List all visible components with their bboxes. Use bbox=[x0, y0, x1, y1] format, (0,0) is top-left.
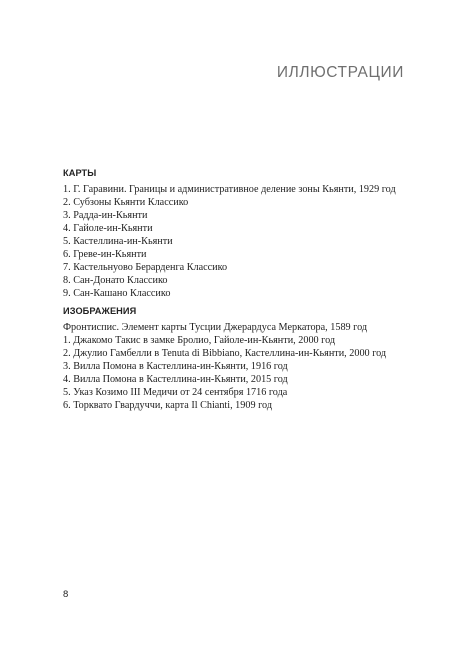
list-item: 8. Сан-Донато Классико bbox=[63, 275, 168, 287]
list-item: 7. Кастельнуово Берарденга Классико bbox=[63, 262, 228, 274]
list-item: 6. Торквато Гвардуччи, карта Il Chianti, 1909 год bbox=[63, 400, 273, 412]
list-item: 9. Сан-Кашано Классико bbox=[63, 288, 171, 300]
list-item: 3. Вилла Помона в Кастеллина-ин-Кьянти, 1916 год bbox=[63, 361, 288, 373]
list-item: 6. Греве-ин-Кьянти bbox=[63, 249, 147, 261]
list-item: 4. Вилла Помона в Кастеллина-ин-Кьянти, 2015 год bbox=[63, 374, 288, 386]
list-item: 3. Радда-ин-Кьянти bbox=[63, 210, 148, 222]
list-item: 1. Г. Гаравини. Границы и административное деление зоны Кьянти, 1929 год bbox=[63, 184, 396, 195]
maps-list bbox=[63, 183, 413, 300]
list-item: 1. Джакомо Такис в замке Бролио, Гайоле-ин-Кьянти, 2000 год bbox=[63, 335, 336, 347]
list-item: 2. Субзоны Кьянти Классико bbox=[63, 197, 189, 209]
maps-heading: КАРТЫ bbox=[63, 168, 97, 178]
list-item: 5. Указ Козимо III Медичи от 24 сентября 1716 года bbox=[63, 387, 288, 399]
images-list bbox=[63, 321, 413, 412]
page-title: ИЛЛЮСТРАЦИИ bbox=[276, 64, 404, 81]
images-section bbox=[63, 306, 413, 412]
maps-section bbox=[63, 168, 413, 300]
list-item: 5. Кастеллина-ин-Кьянти bbox=[63, 236, 173, 248]
list-item: 4. Гайоле-ин-Кьянти bbox=[63, 223, 153, 235]
list-item: 2. Джулио Гамбелли в Tenuta di Bibbiano, Кастеллина-ин-Кьянти, 2000 год bbox=[63, 348, 387, 360]
images-heading: ИЗОБРАЖЕНИЯ bbox=[63, 306, 137, 316]
page-number: 8 bbox=[63, 589, 69, 600]
list-item: Фронтиспис. Элемент карты Тусции Джерардуса Меркатора, 1589 год bbox=[63, 322, 368, 333]
